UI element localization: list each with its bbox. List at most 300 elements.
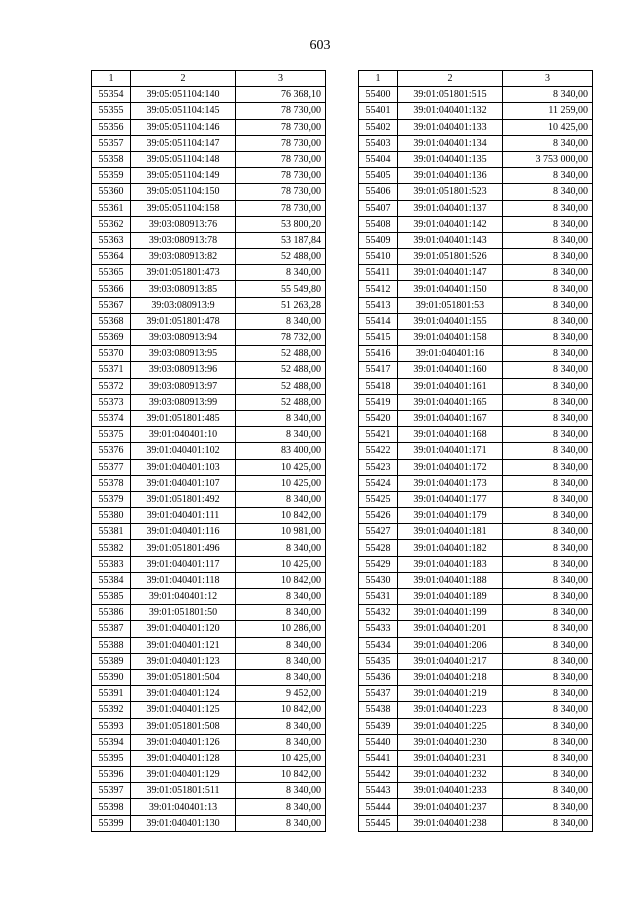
row-number-cell: 55387 bbox=[92, 621, 131, 637]
row-number-cell: 55356 bbox=[92, 119, 131, 135]
table-row bbox=[92, 119, 326, 135]
value-cell: 10 842,00 bbox=[236, 572, 326, 588]
row-number-cell: 55400 bbox=[359, 87, 398, 103]
header-col-3: 3 bbox=[236, 71, 326, 87]
cadastral-number-cell: 39:01:040401:179 bbox=[398, 508, 503, 524]
table-row bbox=[92, 216, 326, 232]
table-row bbox=[92, 168, 326, 184]
value-cell: 8 340,00 bbox=[503, 135, 593, 151]
cadastral-number-cell: 39:01:051801:508 bbox=[131, 718, 236, 734]
row-number-cell: 55411 bbox=[359, 265, 398, 281]
row-number-cell: 55405 bbox=[359, 168, 398, 184]
cadastral-number-cell: 39:05:051104:146 bbox=[131, 119, 236, 135]
value-cell: 8 340,00 bbox=[236, 265, 326, 281]
value-cell: 8 340,00 bbox=[236, 589, 326, 605]
right-table-body bbox=[359, 87, 593, 832]
cadastral-number-cell: 39:01:040401:128 bbox=[131, 750, 236, 766]
right-table bbox=[358, 70, 593, 832]
row-number-cell: 55382 bbox=[92, 540, 131, 556]
row-number-cell: 55429 bbox=[359, 556, 398, 572]
table-row bbox=[92, 265, 326, 281]
table-row bbox=[359, 702, 593, 718]
table-row bbox=[92, 427, 326, 443]
value-cell: 10 425,00 bbox=[503, 119, 593, 135]
table-row bbox=[92, 135, 326, 151]
row-number-cell: 55396 bbox=[92, 767, 131, 783]
table-row bbox=[359, 232, 593, 248]
cadastral-number-cell: 39:03:080913:85 bbox=[131, 281, 236, 297]
table-row bbox=[359, 168, 593, 184]
row-number-cell: 55438 bbox=[359, 702, 398, 718]
header-row bbox=[92, 71, 326, 87]
value-cell: 8 340,00 bbox=[503, 605, 593, 621]
table-row bbox=[92, 249, 326, 265]
row-number-cell: 55393 bbox=[92, 718, 131, 734]
table-row bbox=[359, 637, 593, 653]
cadastral-number-cell: 39:05:051104:158 bbox=[131, 200, 236, 216]
cadastral-number-cell: 39:01:040401:111 bbox=[131, 508, 236, 524]
value-cell: 8 340,00 bbox=[503, 459, 593, 475]
cadastral-number-cell: 39:01:040401:172 bbox=[398, 459, 503, 475]
table-row bbox=[92, 718, 326, 734]
table-row bbox=[359, 589, 593, 605]
table-row bbox=[92, 524, 326, 540]
cadastral-number-cell: 39:01:040401:155 bbox=[398, 313, 503, 329]
table-row bbox=[92, 653, 326, 669]
value-cell: 8 340,00 bbox=[503, 216, 593, 232]
row-number-cell: 55445 bbox=[359, 815, 398, 831]
value-cell: 8 340,00 bbox=[503, 249, 593, 265]
cadastral-number-cell: 39:01:040401:206 bbox=[398, 637, 503, 653]
cadastral-number-cell: 39:01:040401:188 bbox=[398, 572, 503, 588]
cadastral-number-cell: 39:01:051801:496 bbox=[131, 540, 236, 556]
row-number-cell: 55413 bbox=[359, 297, 398, 313]
row-number-cell: 55378 bbox=[92, 475, 131, 491]
row-number-cell: 55368 bbox=[92, 313, 131, 329]
value-cell: 10 842,00 bbox=[236, 508, 326, 524]
value-cell: 8 340,00 bbox=[503, 87, 593, 103]
value-cell: 78 730,00 bbox=[236, 184, 326, 200]
value-cell: 11 259,00 bbox=[503, 103, 593, 119]
header-col-1: 1 bbox=[359, 71, 398, 87]
table-row bbox=[359, 718, 593, 734]
row-number-cell: 55389 bbox=[92, 653, 131, 669]
table-row bbox=[359, 686, 593, 702]
row-number-cell: 55367 bbox=[92, 297, 131, 313]
cadastral-number-cell: 39:03:080913:82 bbox=[131, 249, 236, 265]
table-row bbox=[92, 394, 326, 410]
table-row bbox=[92, 378, 326, 394]
value-cell: 8 340,00 bbox=[503, 394, 593, 410]
value-cell: 8 340,00 bbox=[503, 653, 593, 669]
cadastral-number-cell: 39:03:080913:76 bbox=[131, 216, 236, 232]
table-row bbox=[92, 103, 326, 119]
table-row bbox=[359, 815, 593, 831]
value-cell: 10 842,00 bbox=[236, 767, 326, 783]
value-cell: 52 488,00 bbox=[236, 249, 326, 265]
value-cell: 78 730,00 bbox=[236, 103, 326, 119]
row-number-cell: 55373 bbox=[92, 394, 131, 410]
row-number-cell: 55435 bbox=[359, 653, 398, 669]
table-row bbox=[92, 330, 326, 346]
cadastral-number-cell: 39:01:040401:201 bbox=[398, 621, 503, 637]
row-number-cell: 55423 bbox=[359, 459, 398, 475]
cadastral-number-cell: 39:03:080913:96 bbox=[131, 362, 236, 378]
cadastral-number-cell: 39:01:040401:199 bbox=[398, 605, 503, 621]
cadastral-number-cell: 39:01:040401:135 bbox=[398, 151, 503, 167]
row-number-cell: 55374 bbox=[92, 410, 131, 426]
row-number-cell: 55384 bbox=[92, 572, 131, 588]
cadastral-number-cell: 39:05:051104:145 bbox=[131, 103, 236, 119]
row-number-cell: 55412 bbox=[359, 281, 398, 297]
row-number-cell: 55409 bbox=[359, 232, 398, 248]
header-row bbox=[359, 71, 593, 87]
row-number-cell: 55406 bbox=[359, 184, 398, 200]
table-row bbox=[92, 184, 326, 200]
table-row bbox=[359, 394, 593, 410]
row-number-cell: 55428 bbox=[359, 540, 398, 556]
row-number-cell: 55407 bbox=[359, 200, 398, 216]
value-cell: 51 263,28 bbox=[236, 297, 326, 313]
value-cell: 8 340,00 bbox=[503, 508, 593, 524]
page-number: 603 bbox=[309, 38, 331, 53]
row-number-cell: 55390 bbox=[92, 669, 131, 685]
cadastral-number-cell: 39:01:051801:526 bbox=[398, 249, 503, 265]
table-row bbox=[92, 669, 326, 685]
value-cell: 8 340,00 bbox=[503, 184, 593, 200]
value-cell: 8 340,00 bbox=[503, 621, 593, 637]
row-number-cell: 55416 bbox=[359, 346, 398, 362]
row-number-cell: 55369 bbox=[92, 330, 131, 346]
value-cell: 8 340,00 bbox=[236, 799, 326, 815]
row-number-cell: 55441 bbox=[359, 750, 398, 766]
table-row bbox=[359, 216, 593, 232]
value-cell: 8 340,00 bbox=[503, 491, 593, 507]
cadastral-number-cell: 39:05:051104:150 bbox=[131, 184, 236, 200]
cadastral-number-cell: 39:01:040401:117 bbox=[131, 556, 236, 572]
table-row bbox=[359, 443, 593, 459]
value-cell: 78 732,00 bbox=[236, 330, 326, 346]
header-col-1: 1 bbox=[92, 71, 131, 87]
cadastral-number-cell: 39:05:051104:149 bbox=[131, 168, 236, 184]
value-cell: 8 340,00 bbox=[236, 734, 326, 750]
row-number-cell: 55432 bbox=[359, 605, 398, 621]
cadastral-number-cell: 39:01:051801:53 bbox=[398, 297, 503, 313]
table-row bbox=[359, 184, 593, 200]
value-cell: 8 340,00 bbox=[503, 410, 593, 426]
header-col-3: 3 bbox=[503, 71, 593, 87]
value-cell: 3 753 000,00 bbox=[503, 151, 593, 167]
value-cell: 8 340,00 bbox=[503, 540, 593, 556]
value-cell: 8 340,00 bbox=[503, 767, 593, 783]
row-number-cell: 55403 bbox=[359, 135, 398, 151]
value-cell: 8 340,00 bbox=[503, 346, 593, 362]
cadastral-number-cell: 39:03:080913:97 bbox=[131, 378, 236, 394]
value-cell: 10 425,00 bbox=[236, 475, 326, 491]
value-cell: 8 340,00 bbox=[236, 718, 326, 734]
table-row bbox=[359, 87, 593, 103]
row-number-cell: 55363 bbox=[92, 232, 131, 248]
table-row bbox=[359, 151, 593, 167]
table-row bbox=[359, 378, 593, 394]
table-row bbox=[92, 734, 326, 750]
cadastral-number-cell: 39:01:040401:132 bbox=[398, 103, 503, 119]
cadastral-number-cell: 39:01:040401:13 bbox=[131, 799, 236, 815]
table-row bbox=[359, 653, 593, 669]
table-row bbox=[92, 346, 326, 362]
cadastral-number-cell: 39:01:040401:230 bbox=[398, 734, 503, 750]
value-cell: 8 340,00 bbox=[503, 702, 593, 718]
cadastral-number-cell: 39:01:040401:121 bbox=[131, 637, 236, 653]
value-cell: 8 340,00 bbox=[503, 200, 593, 216]
value-cell: 8 340,00 bbox=[503, 168, 593, 184]
cadastral-number-cell: 39:05:051104:147 bbox=[131, 135, 236, 151]
row-number-cell: 55380 bbox=[92, 508, 131, 524]
row-number-cell: 55418 bbox=[359, 378, 398, 394]
table-row bbox=[92, 702, 326, 718]
table-row bbox=[359, 799, 593, 815]
table-row bbox=[92, 799, 326, 815]
table-row bbox=[92, 313, 326, 329]
cadastral-number-cell: 39:01:040401:223 bbox=[398, 702, 503, 718]
cadastral-number-cell: 39:01:040401:107 bbox=[131, 475, 236, 491]
table-row bbox=[359, 783, 593, 799]
value-cell: 8 340,00 bbox=[236, 653, 326, 669]
value-cell: 76 368,10 bbox=[236, 87, 326, 103]
table-row bbox=[359, 427, 593, 443]
row-number-cell: 55404 bbox=[359, 151, 398, 167]
value-cell: 8 340,00 bbox=[503, 799, 593, 815]
left-table bbox=[91, 70, 326, 832]
value-cell: 8 340,00 bbox=[503, 281, 593, 297]
row-number-cell: 55421 bbox=[359, 427, 398, 443]
row-number-cell: 55388 bbox=[92, 637, 131, 653]
cadastral-number-cell: 39:01:040401:134 bbox=[398, 135, 503, 151]
table-row bbox=[359, 249, 593, 265]
cadastral-number-cell: 39:03:080913:78 bbox=[131, 232, 236, 248]
table-row bbox=[92, 750, 326, 766]
row-number-cell: 55354 bbox=[92, 87, 131, 103]
table-row bbox=[92, 589, 326, 605]
cadastral-number-cell: 39:01:040401:130 bbox=[131, 815, 236, 831]
table-row bbox=[92, 637, 326, 653]
value-cell: 8 340,00 bbox=[236, 815, 326, 831]
value-cell: 78 730,00 bbox=[236, 168, 326, 184]
cadastral-number-cell: 39:01:051801:523 bbox=[398, 184, 503, 200]
value-cell: 8 340,00 bbox=[503, 265, 593, 281]
row-number-cell: 55422 bbox=[359, 443, 398, 459]
table-row bbox=[92, 572, 326, 588]
table-row bbox=[92, 87, 326, 103]
row-number-cell: 55415 bbox=[359, 330, 398, 346]
value-cell: 78 730,00 bbox=[236, 151, 326, 167]
table-row bbox=[359, 508, 593, 524]
cadastral-number-cell: 39:01:040401:150 bbox=[398, 281, 503, 297]
table-row bbox=[92, 815, 326, 831]
table-row bbox=[359, 540, 593, 556]
cadastral-number-cell: 39:01:040401:177 bbox=[398, 491, 503, 507]
table-row bbox=[92, 621, 326, 637]
table-row bbox=[359, 750, 593, 766]
value-cell: 83 400,00 bbox=[236, 443, 326, 459]
cadastral-number-cell: 39:01:040401:16 bbox=[398, 346, 503, 362]
cadastral-number-cell: 39:01:040401:120 bbox=[131, 621, 236, 637]
row-number-cell: 55436 bbox=[359, 669, 398, 685]
row-number-cell: 55419 bbox=[359, 394, 398, 410]
header-col-2: 2 bbox=[398, 71, 503, 87]
cadastral-number-cell: 39:01:040401:238 bbox=[398, 815, 503, 831]
table-row bbox=[92, 443, 326, 459]
cadastral-number-cell: 39:03:080913:94 bbox=[131, 330, 236, 346]
value-cell: 10 286,00 bbox=[236, 621, 326, 637]
value-cell: 8 340,00 bbox=[236, 540, 326, 556]
cadastral-number-cell: 39:01:051801:485 bbox=[131, 410, 236, 426]
cadastral-number-cell: 39:01:040401:158 bbox=[398, 330, 503, 346]
value-cell: 8 340,00 bbox=[503, 475, 593, 491]
table-row bbox=[92, 783, 326, 799]
cadastral-number-cell: 39:01:051801:504 bbox=[131, 669, 236, 685]
row-number-cell: 55434 bbox=[359, 637, 398, 653]
row-number-cell: 55392 bbox=[92, 702, 131, 718]
table-row bbox=[92, 540, 326, 556]
table-row bbox=[92, 605, 326, 621]
table-row bbox=[359, 119, 593, 135]
row-number-cell: 55417 bbox=[359, 362, 398, 378]
value-cell: 10 425,00 bbox=[236, 750, 326, 766]
cadastral-number-cell: 39:01:040401:147 bbox=[398, 265, 503, 281]
value-cell: 8 340,00 bbox=[236, 410, 326, 426]
table-row bbox=[92, 410, 326, 426]
row-number-cell: 55355 bbox=[92, 103, 131, 119]
cadastral-number-cell: 39:01:040401:219 bbox=[398, 686, 503, 702]
row-number-cell: 55401 bbox=[359, 103, 398, 119]
table-row bbox=[359, 524, 593, 540]
cadastral-number-cell: 39:01:040401:171 bbox=[398, 443, 503, 459]
row-number-cell: 55366 bbox=[92, 281, 131, 297]
cadastral-number-cell: 39:05:051104:140 bbox=[131, 87, 236, 103]
value-cell: 52 488,00 bbox=[236, 346, 326, 362]
value-cell: 53 187,84 bbox=[236, 232, 326, 248]
value-cell: 8 340,00 bbox=[503, 637, 593, 653]
value-cell: 8 340,00 bbox=[503, 686, 593, 702]
value-cell: 52 488,00 bbox=[236, 378, 326, 394]
value-cell: 8 340,00 bbox=[503, 750, 593, 766]
value-cell: 8 340,00 bbox=[503, 669, 593, 685]
row-number-cell: 55444 bbox=[359, 799, 398, 815]
cadastral-number-cell: 39:01:051801:473 bbox=[131, 265, 236, 281]
cadastral-number-cell: 39:01:040401:133 bbox=[398, 119, 503, 135]
cadastral-number-cell: 39:01:051801:50 bbox=[131, 605, 236, 621]
value-cell: 8 340,00 bbox=[503, 232, 593, 248]
table-row bbox=[92, 508, 326, 524]
cadastral-number-cell: 39:01:040401:160 bbox=[398, 362, 503, 378]
table-row bbox=[359, 297, 593, 313]
row-number-cell: 55370 bbox=[92, 346, 131, 362]
row-number-cell: 55391 bbox=[92, 686, 131, 702]
table-row bbox=[359, 491, 593, 507]
cadastral-number-cell: 39:01:040401:225 bbox=[398, 718, 503, 734]
cadastral-number-cell: 39:01:040401:217 bbox=[398, 653, 503, 669]
row-number-cell: 55427 bbox=[359, 524, 398, 540]
row-number-cell: 55362 bbox=[92, 216, 131, 232]
row-number-cell: 55430 bbox=[359, 572, 398, 588]
value-cell: 8 340,00 bbox=[503, 313, 593, 329]
table-row bbox=[359, 572, 593, 588]
table-row bbox=[359, 669, 593, 685]
table-row bbox=[92, 362, 326, 378]
row-number-cell: 55364 bbox=[92, 249, 131, 265]
table-row bbox=[359, 621, 593, 637]
row-number-cell: 55439 bbox=[359, 718, 398, 734]
cadastral-number-cell: 39:01:040401:125 bbox=[131, 702, 236, 718]
row-number-cell: 55381 bbox=[92, 524, 131, 540]
cadastral-number-cell: 39:01:040401:181 bbox=[398, 524, 503, 540]
row-number-cell: 55420 bbox=[359, 410, 398, 426]
value-cell: 8 340,00 bbox=[503, 783, 593, 799]
header-col-2: 2 bbox=[131, 71, 236, 87]
cadastral-number-cell: 39:01:040401:103 bbox=[131, 459, 236, 475]
row-number-cell: 55372 bbox=[92, 378, 131, 394]
value-cell: 8 340,00 bbox=[503, 378, 593, 394]
table-row bbox=[92, 491, 326, 507]
cadastral-number-cell: 39:01:040401:218 bbox=[398, 669, 503, 685]
value-cell: 53 800,20 bbox=[236, 216, 326, 232]
cadastral-number-cell: 39:01:040401:10 bbox=[131, 427, 236, 443]
row-number-cell: 55397 bbox=[92, 783, 131, 799]
table-row bbox=[359, 556, 593, 572]
row-number-cell: 55424 bbox=[359, 475, 398, 491]
table-row bbox=[359, 265, 593, 281]
table-row bbox=[359, 767, 593, 783]
cadastral-number-cell: 39:03:080913:9 bbox=[131, 297, 236, 313]
table-row bbox=[92, 767, 326, 783]
cadastral-number-cell: 39:01:040401:165 bbox=[398, 394, 503, 410]
row-number-cell: 55385 bbox=[92, 589, 131, 605]
cadastral-number-cell: 39:01:051801:478 bbox=[131, 313, 236, 329]
value-cell: 8 340,00 bbox=[503, 718, 593, 734]
row-number-cell: 55371 bbox=[92, 362, 131, 378]
cadastral-number-cell: 39:01:040401:116 bbox=[131, 524, 236, 540]
table-row bbox=[92, 556, 326, 572]
cadastral-number-cell: 39:01:040401:167 bbox=[398, 410, 503, 426]
row-number-cell: 55408 bbox=[359, 216, 398, 232]
cadastral-number-cell: 39:01:040401:189 bbox=[398, 589, 503, 605]
cadastral-number-cell: 39:03:080913:99 bbox=[131, 394, 236, 410]
cadastral-number-cell: 39:01:040401:102 bbox=[131, 443, 236, 459]
table-row bbox=[359, 330, 593, 346]
cadastral-number-cell: 39:01:040401:183 bbox=[398, 556, 503, 572]
cadastral-number-cell: 39:01:040401:173 bbox=[398, 475, 503, 491]
cadastral-number-cell: 39:01:040401:136 bbox=[398, 168, 503, 184]
cadastral-number-cell: 39:01:051801:511 bbox=[131, 783, 236, 799]
cadastral-number-cell: 39:01:040401:129 bbox=[131, 767, 236, 783]
value-cell: 9 452,00 bbox=[236, 686, 326, 702]
table-row bbox=[359, 346, 593, 362]
row-number-cell: 55437 bbox=[359, 686, 398, 702]
value-cell: 78 730,00 bbox=[236, 119, 326, 135]
table-row bbox=[92, 151, 326, 167]
value-cell: 8 340,00 bbox=[236, 491, 326, 507]
value-cell: 8 340,00 bbox=[236, 783, 326, 799]
value-cell: 78 730,00 bbox=[236, 135, 326, 151]
cadastral-number-cell: 39:01:040401:12 bbox=[131, 589, 236, 605]
value-cell: 8 340,00 bbox=[503, 524, 593, 540]
row-number-cell: 55414 bbox=[359, 313, 398, 329]
value-cell: 8 340,00 bbox=[236, 637, 326, 653]
row-number-cell: 55425 bbox=[359, 491, 398, 507]
table-row bbox=[359, 103, 593, 119]
table-row bbox=[92, 686, 326, 702]
